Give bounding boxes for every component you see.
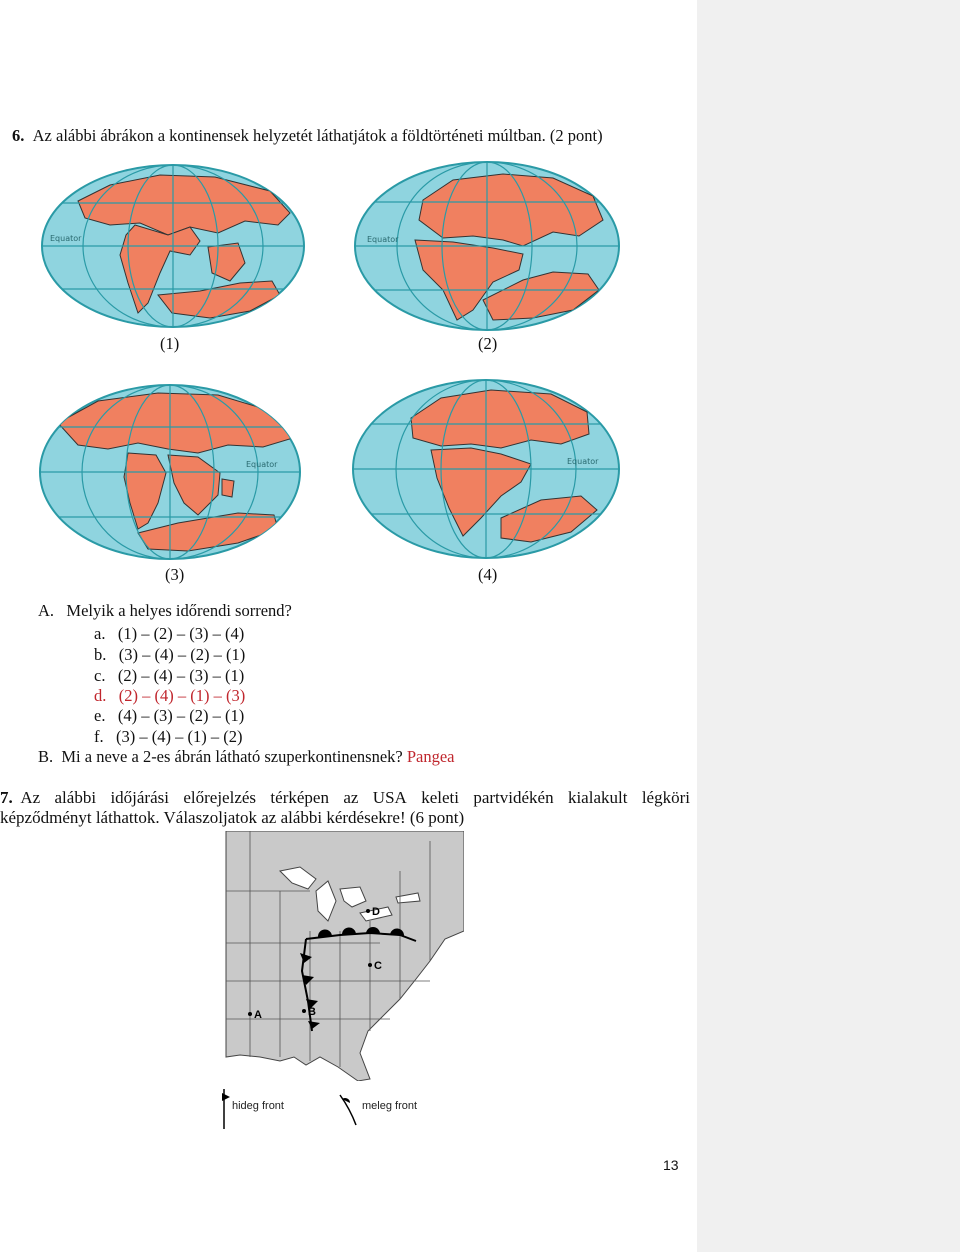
- map-1-caption: (1): [160, 334, 180, 353]
- point-b: B: [308, 1006, 316, 1018]
- map-4: [351, 378, 621, 560]
- option-f: f. (3) – (4) – (1) – (2): [94, 727, 243, 746]
- map-2: [353, 160, 621, 332]
- part-b-answer: Pangea: [406, 747, 455, 766]
- equator-label: Equator: [367, 235, 399, 244]
- map-3: [38, 383, 302, 561]
- point-c: C: [374, 960, 382, 972]
- question-6: [12, 126, 603, 146]
- option-e: e. (4) – (3) – (2) – (1): [94, 706, 245, 725]
- question-number: 6.: [12, 126, 25, 145]
- point-a: A: [254, 1009, 262, 1021]
- option-a: a. (1) – (2) – (3) – (4): [94, 624, 245, 643]
- legend-warm-front: meleg front: [362, 1100, 418, 1112]
- question-text: Az alábbi ábrákon a kontinensek helyzetét láthatjátok a földtörténeti múltban. (2 pont): [32, 126, 603, 145]
- map-2-caption: (2): [478, 334, 498, 353]
- map-4-caption: (4): [478, 565, 498, 584]
- part-a: A. Melyik a helyes időrendi sorrend?: [38, 601, 292, 620]
- equator-label: Equator: [50, 234, 82, 243]
- option-b: b. (3) – (4) – (2) – (1): [94, 645, 246, 664]
- us-weather-map: [220, 831, 464, 1131]
- option-c: c. (2) – (4) – (3) – (1): [94, 666, 245, 685]
- question-7-line2: képződményt láthattok. Válaszoljatok az alábbi kérdésekre! (6 pont): [0, 808, 465, 827]
- point-d: D: [372, 906, 380, 918]
- equator-label: Equator: [246, 460, 278, 469]
- option-d-correct: d. (2) – (4) – (1) – (3): [94, 686, 246, 705]
- part-b: B. Mi a neve a 2-es ábrán látható szuperkontinensnek? Pangea: [38, 747, 455, 766]
- map-3-caption: (3): [165, 565, 185, 584]
- map-1: [40, 163, 306, 330]
- page-number: 13: [663, 1157, 679, 1173]
- legend-cold-front: hideg front: [232, 1100, 284, 1112]
- equator-label: Equator: [567, 457, 599, 466]
- comment-margin: [697, 0, 960, 1252]
- question-7: 7. Az alábbi időjárási előrejelzés térképen az USA keleti partvidékén kialakult légköri képződményt láthattok. Válaszoljatok az alábbi kérdésekre! (6 pont): [0, 788, 690, 827]
